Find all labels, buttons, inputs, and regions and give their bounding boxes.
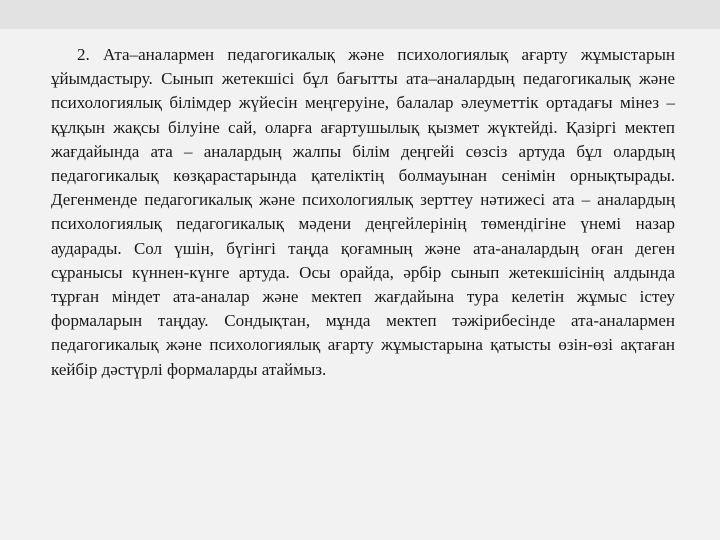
slide-paragraph: 2. Ата–аналармен педагогикалық және психологиялық ағарту жұмыстарын ұйымдастыру. Сынып жетекшісі бұл бағытты ата–аналардың педагогикалық және психологиялық білімдер жүйесін меңгеруіне, балалар әлеуметтік ортадағы мінез – құлқын жақсы білуіне сай, оларға ағартушылық қызмет жүктейді. Қазіргі мектеп жағдайында ата – аналардың жалпы білім деңгейі сөзсіз артуда бұл олардың педагогикалық көзқарастарында қателіктің болмауынан сенімін орнықтырады. Дегенменде педагогикалық және психологиялық зерттеу нәтижесі ата – аналардың психологиялық педагогикалық мәдени деңгейлерінің төмендігіне үнемі назар аударады. Сол үшін, бүгінгі таңда қоғамның және ата-аналардың оған деген сұранысы күннен-күнге артуда. Осы орайда, әрбір сынып жетекшісінің алдында тұрған міндет ата-аналар және мектеп жағдайына тура келетін жұмыс істеу формаларын таңдау. Сондықтан, мұнда мектеп тәжірибесінде ата-аналармен педагогикалық және психологиялық ағарту жұмыстарына қатысты өзін-өзі ақтаған кейбір дәстүрлі формаларды атаймыз. xyxy=(51,45,675,379)
slide xyxy=(0,29,720,540)
top-bar xyxy=(0,0,720,29)
